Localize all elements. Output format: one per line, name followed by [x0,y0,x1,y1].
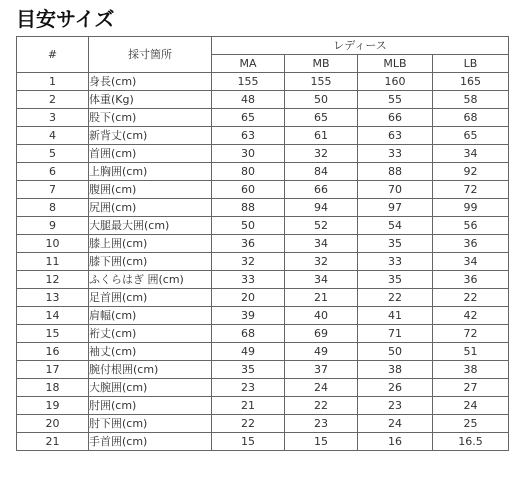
measurement-label: 股下(cm) [89,109,212,127]
row-number: 16 [17,343,89,361]
measurement-value: 33 [358,145,433,163]
measurement-value: 36 [433,235,509,253]
measurement-label: 足首囲(cm) [89,289,212,307]
table-row [17,379,509,397]
measurement-value: 66 [285,181,358,199]
measurement-value: 72 [433,181,509,199]
row-number: 6 [17,163,89,181]
measurement-value: 38 [358,361,433,379]
measurement-value: 50 [285,91,358,109]
measurement-value: 24 [358,415,433,433]
measurement-value: 72 [433,325,509,343]
measurement-value: 65 [285,109,358,127]
header-part: 採寸箇所 [89,37,212,73]
measurement-value: 55 [358,91,433,109]
row-number: 11 [17,253,89,271]
measurement-value: 34 [285,235,358,253]
row-number: 7 [17,181,89,199]
measurement-label: 袖丈(cm) [89,343,212,361]
table-row [17,235,509,253]
measurement-value: 24 [285,379,358,397]
measurement-value: 97 [358,199,433,217]
row-number: 21 [17,433,89,451]
measurement-value: 69 [285,325,358,343]
row-number: 19 [17,397,89,415]
measurement-label: 新背丈(cm) [89,127,212,145]
measurement-value: 30 [212,145,285,163]
measurement-value: 41 [358,307,433,325]
measurement-label: 肘下囲(cm) [89,415,212,433]
measurement-label: ふくらはぎ 囲(cm) [89,271,212,289]
table-row [17,343,509,361]
measurement-value: 15 [285,433,358,451]
measurement-value: 34 [285,271,358,289]
measurement-label: 身長(cm) [89,73,212,91]
measurement-value: 25 [433,415,509,433]
measurement-value: 16 [358,433,433,451]
table-body [17,73,509,451]
measurement-label: 膝上囲(cm) [89,235,212,253]
measurement-value: 42 [433,307,509,325]
measurement-label: 尻囲(cm) [89,199,212,217]
measurement-value: 23 [212,379,285,397]
measurement-value: 32 [285,253,358,271]
measurement-value: 51 [433,343,509,361]
measurement-value: 88 [358,163,433,181]
measurement-value: 39 [212,307,285,325]
row-number: 12 [17,271,89,289]
table-header [17,37,509,73]
table-row [17,199,509,217]
measurement-value: 23 [358,397,433,415]
measurement-value: 27 [433,379,509,397]
measurement-label: 肩幅(cm) [89,307,212,325]
header-size-mlb: MLB [358,55,433,73]
header-num: # [17,37,89,73]
measurement-value: 63 [358,127,433,145]
table-row [17,73,509,91]
table-row [17,145,509,163]
measurement-value: 26 [358,379,433,397]
table-row [17,361,509,379]
header-size-ma: MA [212,55,285,73]
row-number: 10 [17,235,89,253]
measurement-value: 54 [358,217,433,235]
table-row [17,127,509,145]
measurement-value: 65 [212,109,285,127]
header-size-mb: MB [285,55,358,73]
measurement-value: 21 [285,289,358,307]
row-number: 9 [17,217,89,235]
measurement-label: 腕付根囲(cm) [89,361,212,379]
measurement-value: 36 [433,271,509,289]
measurement-value: 16.5 [433,433,509,451]
measurement-value: 15 [212,433,285,451]
table-row [17,181,509,199]
measurement-label: 膝下囲(cm) [89,253,212,271]
row-number: 20 [17,415,89,433]
row-number: 18 [17,379,89,397]
size-table [16,36,509,451]
row-number: 13 [17,289,89,307]
measurement-value: 34 [433,145,509,163]
measurement-value: 32 [212,253,285,271]
measurement-value: 68 [433,109,509,127]
row-number: 17 [17,361,89,379]
measurement-label: 腹囲(cm) [89,181,212,199]
table-row [17,433,509,451]
measurement-value: 49 [285,343,358,361]
measurement-value: 35 [358,271,433,289]
measurement-value: 70 [358,181,433,199]
measurement-value: 50 [212,217,285,235]
measurement-label: 大腕囲(cm) [89,379,212,397]
measurement-value: 50 [358,343,433,361]
measurement-value: 65 [433,127,509,145]
table-row [17,325,509,343]
measurement-value: 99 [433,199,509,217]
measurement-value: 49 [212,343,285,361]
measurement-value: 38 [433,361,509,379]
measurement-value: 23 [285,415,358,433]
measurement-value: 68 [212,325,285,343]
row-number: 14 [17,307,89,325]
measurement-value: 48 [212,91,285,109]
measurement-value: 71 [358,325,433,343]
measurement-value: 22 [433,289,509,307]
measurement-value: 94 [285,199,358,217]
row-number: 4 [17,127,89,145]
measurement-label: 肘囲(cm) [89,397,212,415]
measurement-value: 22 [212,415,285,433]
measurement-label: 首囲(cm) [89,145,212,163]
measurement-value: 32 [285,145,358,163]
measurement-value: 33 [358,253,433,271]
page-title: 目安サイズ [16,7,115,31]
measurement-value: 155 [285,73,358,91]
row-number: 2 [17,91,89,109]
measurement-value: 35 [212,361,285,379]
measurement-value: 160 [358,73,433,91]
table-row [17,109,509,127]
measurement-label: 体重(Kg) [89,91,212,109]
row-number: 8 [17,199,89,217]
measurement-value: 24 [433,397,509,415]
measurement-value: 52 [285,217,358,235]
row-number: 1 [17,73,89,91]
measurement-value: 58 [433,91,509,109]
measurement-label: 上胸囲(cm) [89,163,212,181]
row-number: 15 [17,325,89,343]
table-row [17,253,509,271]
table-row [17,163,509,181]
measurement-value: 34 [433,253,509,271]
row-number: 5 [17,145,89,163]
header-group-ladies: レディース [212,37,509,55]
measurement-value: 66 [358,109,433,127]
measurement-value: 22 [285,397,358,415]
measurement-value: 22 [358,289,433,307]
measurement-value: 37 [285,361,358,379]
table-row [17,415,509,433]
table-row [17,91,509,109]
header-size-lb: LB [433,55,509,73]
measurement-label: 裄丈(cm) [89,325,212,343]
measurement-value: 60 [212,181,285,199]
measurement-label: 大腿最大囲(cm) [89,217,212,235]
table-row [17,217,509,235]
measurement-value: 36 [212,235,285,253]
measurement-value: 61 [285,127,358,145]
measurement-value: 165 [433,73,509,91]
measurement-value: 20 [212,289,285,307]
measurement-value: 40 [285,307,358,325]
measurement-value: 35 [358,235,433,253]
measurement-value: 92 [433,163,509,181]
measurement-value: 84 [285,163,358,181]
measurement-value: 33 [212,271,285,289]
row-number: 3 [17,109,89,127]
measurement-value: 21 [212,397,285,415]
table-row [17,271,509,289]
measurement-value: 88 [212,199,285,217]
measurement-value: 63 [212,127,285,145]
measurement-value: 80 [212,163,285,181]
table-row [17,397,509,415]
measurement-value: 155 [212,73,285,91]
table-row [17,289,509,307]
table-row [17,307,509,325]
measurement-value: 56 [433,217,509,235]
measurement-label: 手首囲(cm) [89,433,212,451]
